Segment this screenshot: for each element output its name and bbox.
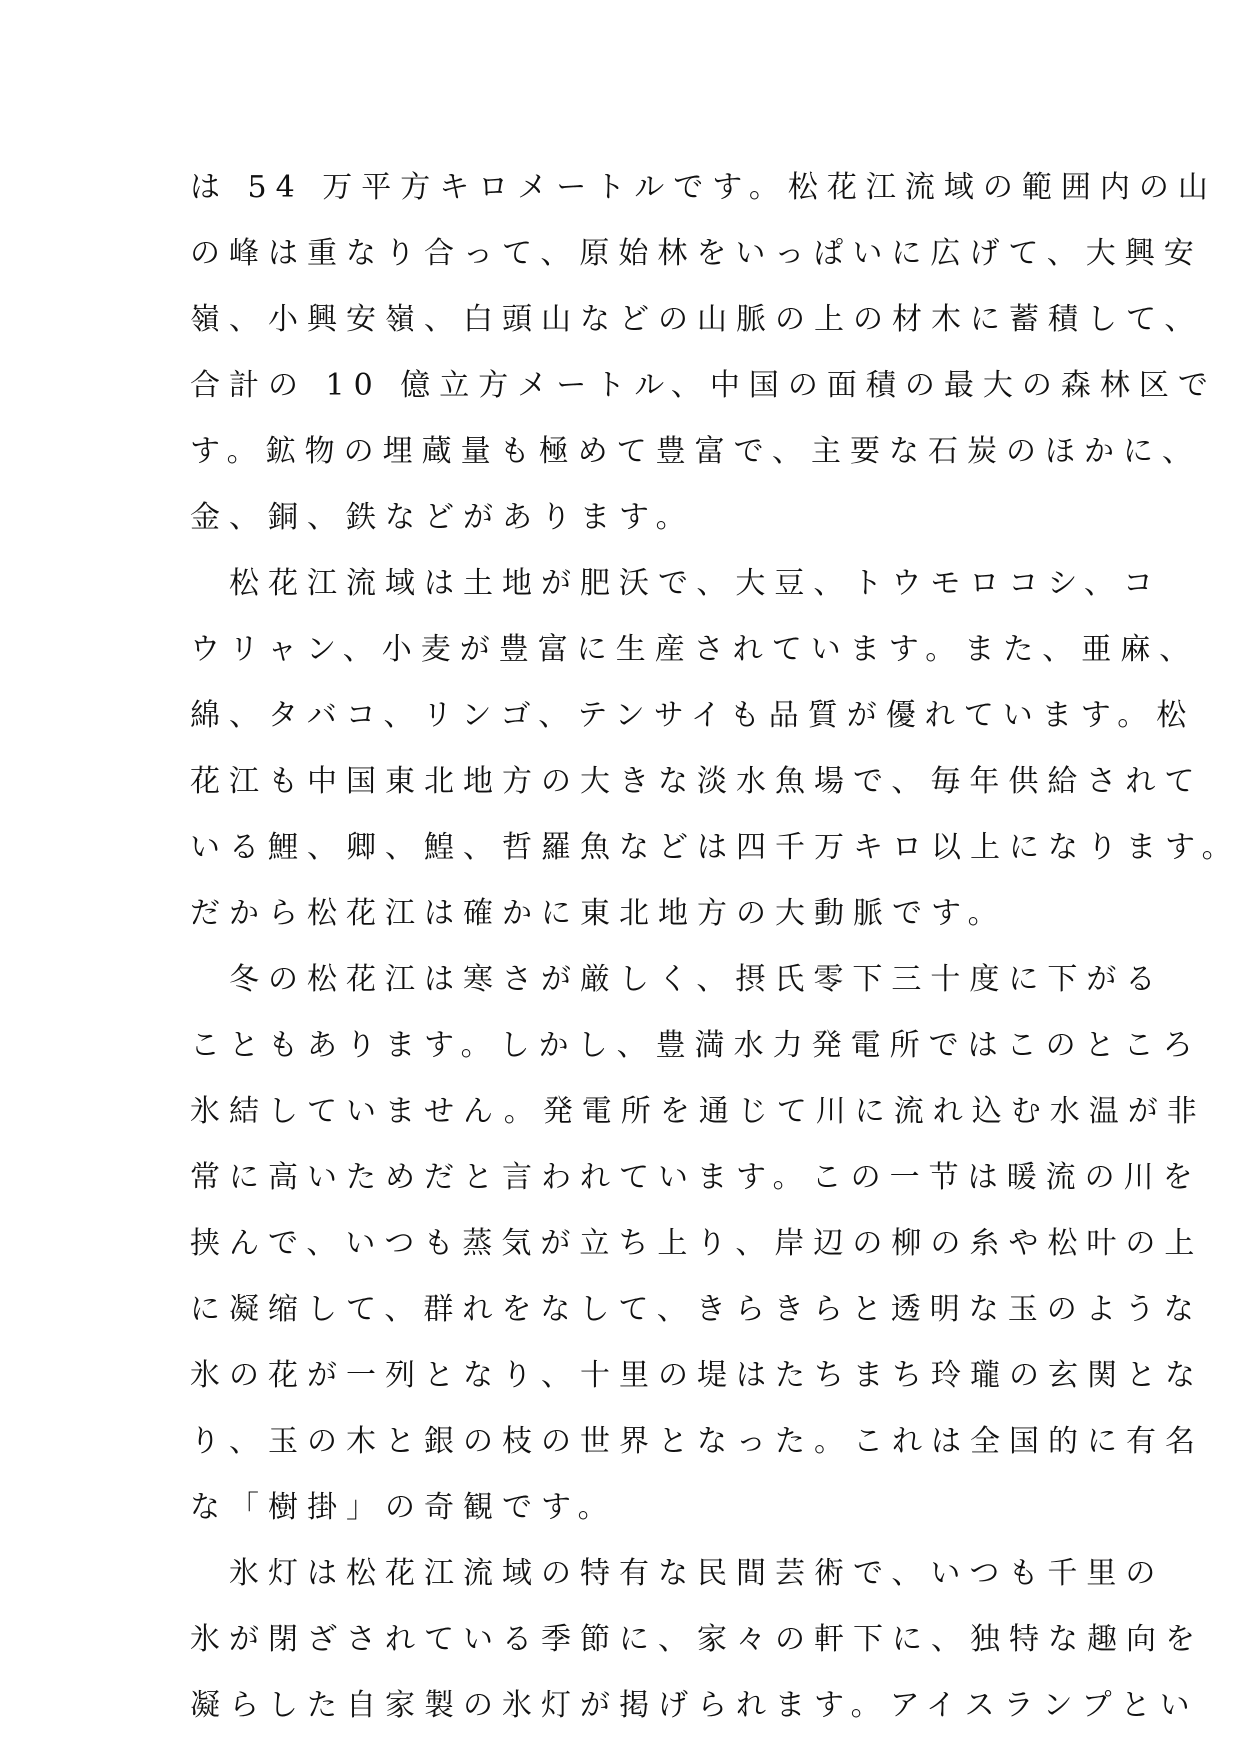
text-line-17: 挟んで、いつも蒸気が立ち上り、岸辺の柳の糸や松叶の上 [190, 1226, 1204, 1261]
text-line-20: り、玉の木と銀の枝の世界となった。これは全国的に有名 [190, 1424, 1204, 1459]
text-line-24: 凝らした自家製の氷灯が掲げられます。アイスランプとい [190, 1688, 1199, 1723]
text-line-13: 冬の松花江は寒さが厳しく、摂氏零下三十度に下がる [190, 962, 1165, 997]
text-line-3: 嶺、小興安嶺、白頭山などの山脈の上の材木に蓄積して、 [190, 302, 1204, 337]
text-line-2: の峰は重なり合って、原始林をいっぱいに広げて、大興安 [190, 236, 1203, 271]
text-line-1: は 54 万平方キロメートルです。松花江流域の範囲内の山 [190, 170, 1217, 205]
text-line-15: 氷結していません。発電所を通じて川に流れ込む水温が非 [190, 1094, 1206, 1129]
text-line-14: こともあります。しかし、豊満水力発電所ではこのところ [190, 1028, 1202, 1063]
text-line-9: 綿、タバコ、リンゴ、テンサイも品質が優れています。松 [190, 698, 1196, 733]
text-line-10: 花江も中国東北地方の大きな淡水魚場で、毎年供給されて [190, 764, 1204, 799]
text-line-4: 合計の 10 億立方メートル、中国の面積の最大の森林区で [190, 368, 1217, 403]
text-line-21: な「樹掛」の奇観です。 [190, 1490, 617, 1525]
text-line-8: ウリャン、小麦が豊富に生産されています。また、亜麻、 [190, 632, 1199, 667]
text-line-6: 金、銅、鉄などがあります。 [190, 500, 695, 535]
text-line-16: 常に高いためだと言われています。この一节は暖流の川を [190, 1160, 1202, 1195]
text-line-12: だから松花江は確かに東北地方の大動脈です。 [190, 896, 1007, 931]
text-line-23: 氷が閉ざされている季節に、家々の軒下に、独特な趣向を [190, 1622, 1204, 1657]
text-line-22: 氷灯は松花江流域の特有な民間芸術で、いつも千里の [190, 1556, 1165, 1591]
text-line-7: 松花江流域は土地が肥沃で、大豆、トウモロコシ、コ [190, 566, 1162, 601]
text-line-19: 氷の花が一列となり、十里の堤はたちまち玲瓏の玄関とな [190, 1358, 1204, 1393]
text-line-11: いる鯉、卿、鰉、哲羅魚などは四千万キロ以上になります。 [190, 830, 1241, 865]
document-page [190, 155, 1241, 1739]
text-line-18: に凝缩して、群れをなして、きらきらと透明な玉のような [190, 1292, 1203, 1327]
text-line-5: す。鉱物の埋蔵量も極めて豊富で、主要な石炭のほかに、 [190, 434, 1201, 469]
